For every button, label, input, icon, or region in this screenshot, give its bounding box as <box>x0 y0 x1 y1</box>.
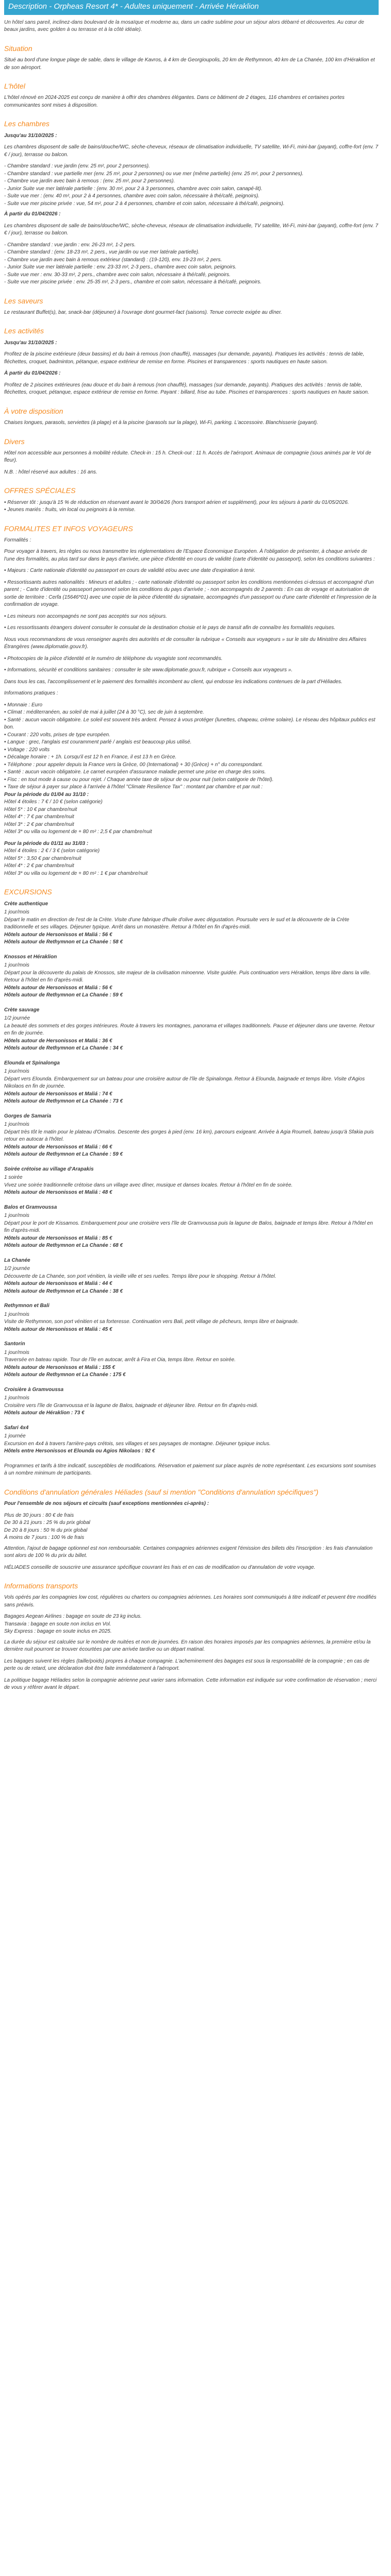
excursions-section <box>4 887 379 1477</box>
excursion-title: Knossos et Héraklion <box>4 954 57 960</box>
list-item: Pour la période du 01/11 au 31/03 : <box>4 840 89 846</box>
list-item: Pour la période du 01/04 au 31/10 : <box>4 791 89 798</box>
excursion-meta: 1/2 journée <box>4 1015 30 1022</box>
excursion-item <box>4 1007 379 1053</box>
list-item: - Chambre vue jardin avec bain à remous : (env. 25 m², pour 2 personnes). <box>4 178 175 184</box>
divers-heading: Divers <box>4 437 25 446</box>
list-item: Plus de 30 jours : 80 € de frais <box>4 1512 74 1518</box>
excursion-title: La Chanée <box>4 1257 30 1263</box>
excursions-heading: EXCURSIONS <box>4 888 52 896</box>
excursion-price: Hôtels autour de Hersonissos et Maliá : 45 € <box>4 1326 112 1332</box>
formalites-paragraph: • Photocopies de la pièce d'identité et le numéro de téléphone du voyagiste sont recommandés. <box>4 655 223 662</box>
hotel-text: L'hôtel rénové en 2024-2025 est conçu de manière à offrir des chambres élégantes. Dans ce bâtiment de 2 étages, 116 chambres et certaines portes communicantes sont mises à disposition. <box>4 95 345 108</box>
list-item: Transavia : bagage en soute non inclus en Vol. <box>4 1621 111 1627</box>
list-item: • Monnaie : Euro <box>4 702 43 708</box>
offres-list <box>4 499 379 514</box>
excursion-price: Hôtels autour de Rethymnon et La Chanée : 175 € <box>4 1372 126 1378</box>
conditions-section <box>4 1487 379 1571</box>
excursion-meta: 1/2 journée <box>4 1266 30 1272</box>
excursion-desc: Départ le matin en direction de l'est de la Crète. Visite d'une fabrique d'huile d'olive avec dégustation. Poursuite vers le sud et la découverte de la Crète traditionnelle et ses villages. Déjeuner typique. Arrêt dans un monastère. Retour à l'hôtel en fin d'après-midi. <box>4 917 349 930</box>
list-item: • Réserver tôt : jusqu'à 15 % de réduction en réservant avant le 30/04/26 (hors transport aérien et supplément), pour les séjours à partir du 01/05/2026. <box>4 499 349 505</box>
disposition-section <box>4 406 379 427</box>
offres-heading: OFFRES SPÉCIALES <box>4 486 76 495</box>
excursion-price: Hôtels autour de Hersonissos et Maliá : 66 € <box>4 1144 112 1150</box>
list-item: Hôtel 4 étoiles : 7 € / 10 € (selon catégorie) <box>4 799 103 805</box>
chambres-heading: Les chambres <box>4 120 50 128</box>
conditions-subtitle: Pour l'ensemble de nos séjours et circuits (sauf exceptions mentionnées ci-après) : <box>4 1501 209 1507</box>
excursion-item <box>4 901 379 946</box>
excursion-price: Hôtels autour de Hersonissos et Maliá : 44 € <box>4 1281 112 1287</box>
excursion-desc: Départ pour la découverte du palais de Knossos, site majeur de la civilisation minoenne. Visite guidée. Puis continuation vers Héraklion, temps libre dans la ville. Retour à l'hôtel en fin d'après-midi. <box>4 970 371 984</box>
list-item: • Téléphone : pour appeler depuis la France vers la Grèce, 00 (International) + 30 (Grèce) + n° du correspondant. <box>4 761 263 768</box>
page-title: Description - Orpheas Resort 4* - Adultes uniquement - Arrivée Héraklion <box>4 0 379 15</box>
excursion-meta: 1 journée <box>4 1433 26 1439</box>
conditions-paragraph: HÉLIADES conseille de souscrire une assurance spécifique couvrant les frais et en cas de modification ou d'annulation de votre voyage. <box>4 1564 316 1570</box>
excursion-price: Hôtels autour de Rethymnon et La Chanée : 58 € <box>4 939 123 945</box>
formalites-subtitle: Formalités : <box>4 537 31 543</box>
chambres-block2-title: À partir du 01/04/2026 : <box>4 211 61 217</box>
pratiques-subtitle: Informations pratiques : <box>4 690 58 697</box>
excursion-title: Elounda et Spinalonga <box>4 1060 60 1066</box>
chambres-block2-intro: Les chambres disposent de salle de bains/douche/WC, sèche-cheveux, réseaux de climatisation individuelle, TV satellite, Wi-Fi, mini-bar (payant), coffre-fort (env. 7 € / jour), terrasse ou balcon. <box>4 223 379 236</box>
excursion-item <box>4 1302 379 1333</box>
excursion-desc: Découverte de La Chanée, son port vénitien, la vieille ville et ses ruelles. Temps libre pour le shopping. Retour à l'hôtel. <box>4 1273 276 1279</box>
excursion-title: Santorin <box>4 1341 25 1347</box>
chambres-section <box>4 118 379 286</box>
excursion-title: Crète sauvage <box>4 1007 40 1013</box>
formalites-paragraph: Dans tous les cas, l'accomplissement et le paiement des formalités incombent au client, qui endosse les indications contenues de la part d'Héliades. <box>4 679 343 685</box>
formalites-paragraph: Pour voyager à travers, les règles ou nous transmettre les réglementations de l'Espace Économique Européen. À l'obligation de présenter, à chaque arrivée de l'une des formalités, au plus tard sur dans le pays d'arrivée, une pièce d'identité en cours de validité (carte d'identité ou passeport), selon les conditions suivantes : <box>4 549 375 562</box>
excursion-price: Hôtels autour de Rethymnon et La Chanée : 73 € <box>4 1098 123 1105</box>
activites-heading: Les activités <box>4 327 44 335</box>
list-item: De 30 à 21 jours : 25 % du prix global <box>4 1520 90 1526</box>
excursion-title: Croisière à Gramvoussa <box>4 1386 64 1393</box>
formalites-paragraph: • Majeurs : Carte nationale d'identité ou passeport en cours de validité et/ou avec une date d'expiration à tenir. <box>4 568 256 574</box>
list-item: Hôtel 3* : 2 € par chambre/nuit <box>4 821 74 827</box>
excursion-desc: Vivez une soirée traditionnelle crétoise dans un village avec dîner, musique et danses locales. Retour à l'hôtel en fin de soirée. <box>4 1182 293 1188</box>
transports-paragraph: Les bagages suivent les règles (taille/poids) propres à chaque compagnie. L'acheminement des bagages est sous la responsabilité de la compagnie ; en cas de perte ou de retard, une déclaration doit être faite immédiatement à l'aéroport. <box>4 1658 369 1672</box>
hotel-section <box>4 81 379 109</box>
excursion-desc: Croisière vers l'île de Gramvoussa et la lagune de Balos, baignade et déjeuner libre. Retour en fin d'après-midi. <box>4 1402 258 1409</box>
excursion-price: Hôtels autour de Hersonissos et Maliá : 56 € <box>4 985 112 991</box>
excursion-price: Hôtels autour de Hersonissos et Maliá : 36 € <box>4 1038 112 1044</box>
activites-block2-title: À partir du 01/04/2026 : <box>4 370 61 377</box>
excursion-meta: 1 jour/mois <box>4 1069 29 1075</box>
formalites-paragraph: • Les mineurs non accompagnés ne sont pas acceptés sur nos séjours. <box>4 613 167 619</box>
list-item: Sky Express : bagage en soute inclus en 2025. <box>4 1629 112 1635</box>
excursion-title: Soirée crétoise au village d'Arapakis <box>4 1166 94 1172</box>
excursion-desc: La beauté des sommets et des gorges intérieures. Route à travers les montagnes, panorama et villages traditionnels. Pause et déjeuner dans une taverne. Retour en fin de journée. <box>4 1023 375 1037</box>
excursion-price: Hôtels autour de Rethymnon et La Chanée : 59 € <box>4 992 123 998</box>
excursion-item <box>4 1257 379 1296</box>
divers-text: Hôtel non accessible aux personnes à mobilité réduite. Check-in : 15 h. Check-out : 11 h. Accès de l'aéroport. Animaux de compagnie (sous animés par le Vol de fleur). <box>4 450 371 464</box>
excursion-price: Hôtels autour de Hersonissos et Maliá : 56 € <box>4 931 112 938</box>
conditions-heading: Conditions d'annulation générales Héliades (sauf si mention "Conditions d'annulation spécifiques") <box>4 1487 319 1496</box>
list-item: À moins de 7 jours : 100 % de frais <box>4 1535 85 1541</box>
excursion-price: Hôtels autour de Hersonissos et Maliá : 85 € <box>4 1235 112 1241</box>
list-item: - Suite vue mer piscine privée : vue, 54 m², pour 2 à 4 personnes, chambre et coin salon, nécessaire à thé/café, peignoirs). <box>4 200 285 207</box>
conditions-list <box>4 1512 379 1542</box>
list-item: • Fisc : en tout mode à cause ou pour rejet. / Chaque année taxe de séjour de ou pour nuit (selon catégorie de l'hôtel). <box>4 776 274 783</box>
excursion-meta: 1 jour/mois <box>4 962 29 969</box>
situation-heading: Situation <box>4 44 32 53</box>
divers-section <box>4 436 379 477</box>
excursion-meta: 1 jour/mois <box>4 1311 29 1317</box>
excursion-item <box>4 954 379 999</box>
excursion-desc: Départ très tôt le matin pour le plateau d'Omalos. Descente des gorges à pied (env. 16 km), parcours exigeant. Arrivée à Agia Roumeli, bateau jusqu'à Sfakia puis retour en autocar à l'hôtel. <box>4 1129 374 1143</box>
list-item: - Chambre standard : vue jardin (env. 25 m², pour 2 personnes). <box>4 163 150 170</box>
pratiques-section <box>4 690 379 877</box>
list-item: - Junior Suite vue mer latérale partielle : env. 23-33 m², 2-3 pers., chambre avec coin salon, peignoirs. <box>4 264 237 270</box>
excursion-title: Crète authentique <box>4 901 48 907</box>
excursion-meta: 1 soirée <box>4 1175 23 1181</box>
hotel-heading: L'hôtel <box>4 82 25 91</box>
situation-text: Situé au bord d'une longue plage de sable, dans le village de Kavros, à 4 km de Georgioupolis, 20 km de Rethymnon, 40 km de La Chanée, 100 km d'Héraklion et de son aéroport. <box>4 57 375 71</box>
conditions-paragraph: Attention, l'ajout de bagage optionnel est non remboursable. Certaines compagnies aériennes exigent l'émission des billets dès l'inscription : les frais d'annulation sont alors de 100 % du prix du billet. <box>4 1545 373 1559</box>
excursion-price: Hôtels autour de Hersonissos et Maliá : 48 € <box>4 1190 112 1196</box>
offres-section <box>4 485 379 514</box>
excursion-meta: 1 jour/mois <box>4 1213 29 1219</box>
list-item: Hôtel 3* ou villa ou logement de + 80 m² : 2,5 € par chambre/nuit <box>4 829 152 835</box>
list-item: - Suite vue mer : (env. 40 m², pour 2 à 4 personnes, chambre avec coin salon, nécessaire à thé/café, peignoirs). <box>4 193 260 199</box>
pratiques-list <box>4 702 379 878</box>
activites-block1-text: Profitez de la piscine extérieure (deux bassins) et du bain à remous (non chauffé), massages (sur demande, payants). Pratiques les activités : tennis de table, fléchettes, croquet, badminton, pétanque, espace extérieur de remise en forme. Piscines et transparences : sports nautiques en haute saison. <box>4 351 365 365</box>
list-item: • Santé : aucun vaccin obligatoire. Le carnet européen d'assurance maladie permet une prise en charge des soins. <box>4 769 266 775</box>
disposition-text: Chaises longues, parasols, serviettes (à plage) et à la piscine (parasols sur la plage), Wi-Fi, parking. L'accessoire. Blanchisserie (payant). <box>4 420 318 426</box>
chambres-block1-intro: Les chambres disposent de salle de bains/douche/WC, sèche-cheveux, réseaux de climatisation individuelle, TV satellite, Wi-Fi, mini-bar (payant), coffre-fort (env. 7 € / jour), terrasse ou balcon. <box>4 144 379 158</box>
list-item: - Chambre vue jardin avec bain à remous extérieur (standard) : (19-120), env. 19-23 m², 2 pers. <box>4 257 222 263</box>
transports-paragraph: La durée du séjour est calculée sur le nombre de nuitées et non de journées. En raison des horaires imposés par les compagnies aériennes, la première et/ou la dernière nuit pourront se trouver écourtées par une arrivée tardive ou un départ matinal. <box>4 1639 371 1653</box>
list-item: • Décalage horaire : + 1h. Lorsqu'il est 12 h en France, il est 13 h en Grèce. <box>4 754 177 760</box>
activites-section <box>4 326 379 396</box>
excursion-meta: 1 jour/mois <box>4 1122 29 1128</box>
chambres-block1-list <box>4 163 379 208</box>
disposition-heading: À votre disposition <box>4 406 63 415</box>
excursion-title: Rethymnon et Bali <box>4 1303 50 1309</box>
excursion-price: Hôtels autour de Rethymnon et La Chanée : 59 € <box>4 1151 123 1158</box>
formalites-paragraph: • Informations, sécurité et conditions sanitaires : consulter le site www.diplomatie.gouv.fr, rubrique « Conseils aux voyageurs ». <box>4 667 293 673</box>
list-item: • Climat : méditerranéen, au soleil de mai à juillet (24 à 30 °C), sec de juin à septembre. <box>4 709 204 716</box>
transports-heading: Informations transports <box>4 1582 78 1590</box>
activites-block1-title: Jusqu'au 31/10/2025 : <box>4 340 57 346</box>
excursions-note: Programmes et tarifs à titre indicatif, susceptibles de modifications. Réservation et paiement sur place auprès de notre représentant. Les excursions sont soumises à un nombre minimum de participants. <box>4 1463 376 1477</box>
list-item: - Chambre standard : (env. 18-23 m², 2 pers., vue jardin ou vue mer latérale partielle). <box>4 249 200 256</box>
list-item: - Suite vue mer : env. 30-33 m², 2 pers., chambre avec coin salon, nécessaire à thé/café, peignoirs. <box>4 272 231 278</box>
list-item: Hôtel 5* : 10 € par chambre/nuit <box>4 806 77 812</box>
list-item: Hôtel 3* ou villa ou logement de + 80 m² : 1 € par chambre/nuit <box>4 870 148 876</box>
saveurs-section <box>4 296 379 317</box>
excursion-title: Balos et Gramvoussa <box>4 1204 57 1210</box>
transports-list <box>4 1613 379 1636</box>
list-item: Hôtel 5* : 3,50 € par chambre/nuit <box>4 855 82 861</box>
list-item: De 20 à 8 jours : 50 % du prix global <box>4 1527 88 1533</box>
excursion-item <box>4 1425 379 1455</box>
list-item: Hôtel 4* : 2 € par chambre/nuit <box>4 863 74 869</box>
formalites-paragraph: Nous vous recommandons de vous renseigner auprès des autorités et de consulter la rubrique « Conseils aux voyageurs » sur le site du Ministère des Affaires Étrangères (www.diplomatie.gouv.fr). <box>4 636 367 650</box>
divers-note: N.B. : hôtel réservé aux adultes : 16 ans. <box>4 469 97 475</box>
excursion-price: Hôtels autour de Héraklion : 73 € <box>4 1410 85 1416</box>
list-item: • Santé : aucun vaccin obligatoire. Le soleil est souvent très ardent. Pensez à vous protéger (lunettes, chapeau, crème solaire). Le réseau des hôpitaux publics est bon. <box>4 717 376 731</box>
excursion-title: Safari 4x4 <box>4 1425 29 1431</box>
list-item: • Voltage : 220 volts <box>4 747 50 753</box>
transports-text: Vols opérés par les compagnies low cost, régulières ou charters ou compagnies aériennes. Les horaires sont communiqués à titre indicatif et peuvent être modifiés sans préavis. <box>4 1595 377 1608</box>
excursion-item <box>4 1060 379 1106</box>
excursion-price: Hôtels autour de Hersonissos et Maliá : 74 € <box>4 1091 112 1097</box>
excursion-item <box>4 1204 379 1250</box>
formalites-paragraph: • Ressortissants autres nationalités : Mineurs et adultes ; - carte nationale d'identité ou passeport selon les conditions mentionnées ci-dessus et accompagné d'un parent ; - Carte d'identité ou passeport personnel selon les conditions du pays d'arrivée ; - non accompagnés de 2 parents : En cas de voyage et autorisation de sortie de territoire : Cerfa (15646*01) avec une copie de la pièce d'identité du signataire, accompagnés d'un passeport ou d'une carte d'identité et l'impression de la confirmation de voyage. <box>4 579 377 608</box>
list-item: - Chambre standard : vue jardin : env. 26-23 m², 1-2 pers. <box>4 242 136 248</box>
activites-block2-text: Profitez de 2 piscines extérieures (eau douce et du bain à remous (non chauffé), massages (sur demande, payants). Pratiques des activités : tennis de table, fléchettes, croquet, pétanque, espace extérieur de remise en forme. Payant : billard, frise au tube. Piscines et transparences : sports nautiques en haute saison. <box>4 382 369 396</box>
chambres-block2-list <box>4 242 379 286</box>
excursion-item <box>4 1386 379 1417</box>
list-item: • Langue : grec, l'anglais est couramment parlé / anglais est beaucoup plus utilisé. <box>4 739 192 745</box>
excursion-price: Hôtels entre Hersonissos et Elounda ou Agios Nikolaos : 92 € <box>4 1448 155 1454</box>
list-item: - Junior Suite vue mer latérale partielle : (env. 30 m², pour 2 à 3 personnes, chambre avec coin salon, canapé-lit). <box>4 185 263 192</box>
saveurs-heading: Les saveurs <box>4 296 43 305</box>
excursion-desc: Traversée en bateau rapide. Tour de l'île en autocar, arrêt à Fira et Oia, temps libre. Retour en soirée. <box>4 1357 236 1363</box>
excursion-meta: 1 jour/mois <box>4 1349 29 1355</box>
list-item: - Chambre standard : vue partielle mer (env. 25 m², pour 2 personnes) ou vue mer (même partielle) (env. 25 m², pour 2 personnes). <box>4 171 304 177</box>
formalites-section <box>4 523 379 686</box>
excursion-price: Hôtels autour de Rethymnon et La Chanée : 68 € <box>4 1243 123 1249</box>
formalites-heading: FORMALITES ET INFOS VOYAGEURS <box>4 524 133 533</box>
excursion-meta: 1 jour/mois <box>4 909 29 916</box>
saveurs-text: Le restaurant Buffet(s), bar, snack-bar (déjeuner) à l'ouvrage dont gourmet-fact (saisons). Tenue correcte exigée au dîner. <box>4 309 282 315</box>
list-item: - Suite vue mer piscine privée : env. 25-35 m², 2-3 pers., chambre et coin salon, nécessaire à thé/café, peignoirs. <box>4 279 262 285</box>
list-item: • Courant : 220 volts, prises de type européen. <box>4 732 110 738</box>
list-item: • Jeunes mariés : fruits, vin local ou peignoirs à la remise. <box>4 507 136 513</box>
excursion-desc: Excursion en 4x4 à travers l'arrière-pays crétois, ses villages et ses paysages de montagne. Déjeuner typique inclus. <box>4 1440 271 1447</box>
excursion-price: Hôtels autour de Rethymnon et La Chanée : 38 € <box>4 1288 123 1294</box>
excursion-desc: Départ pour le port de Kissamos. Embarquement pour une croisière vers l'île de Gramvoussa puis la lagune de Balos, baignade et temps libre. Retour à l'hôtel en fin d'après-midi. <box>4 1220 373 1234</box>
excursion-item <box>4 1166 379 1197</box>
transports-section <box>4 1581 379 1692</box>
excursion-title: Gorges de Samaria <box>4 1113 52 1119</box>
excursion-meta: 1 jour/mois <box>4 1395 29 1401</box>
excursion-item <box>4 1113 379 1159</box>
list-item: Bagages Aegean Airlines : bagage en soute de 23 kg inclus. <box>4 1614 142 1620</box>
excursion-desc: Départ vers Elounda. Embarquement sur un bateau pour une croisière autour de l'île de Spinalonga. Retour à Elounda, baignade et temps libre. Visite d'Agios Nikolaos en fin de journée. <box>4 1076 365 1090</box>
formalites-paragraph: • Les ressortissants étrangers doivent consulter le consulat de la destination choisie et le pays de transit afin de connaître les formalités requises. <box>4 625 336 631</box>
chambres-block1-title: Jusqu'au 31/10/2025 : <box>4 132 57 139</box>
excursion-desc: Visite de Rethymnon, son port vénitien et sa forteresse. Continuation vers Bali, petit village de pêcheurs, temps libre et baignade. <box>4 1319 299 1325</box>
list-item: • Taxe de séjour à payer sur place à l'arrivée à l'hôtel "Climate Resilience Tax" : montant par chambre et par nuit : <box>4 784 263 790</box>
list-item: Hôtel 4* : 7 € par chambre/nuit <box>4 814 74 820</box>
excursion-price: Hôtels autour de Hersonissos et Maliá : 155 € <box>4 1364 116 1370</box>
excursion-price: Hôtels autour de Rethymnon et La Chanée : 34 € <box>4 1045 123 1052</box>
excursion-item <box>4 1341 379 1379</box>
transports-paragraph: La politique bagage Héliades selon la compagnie aérienne peut varier sans information. Cette information est indiquée sur votre confirmation de réservation ; merci de vous y référer avant le départ. <box>4 1677 377 1691</box>
situation-section <box>4 43 379 72</box>
list-item: Hôtel 4 étoiles : 2 € / 3 € (selon catégorie) <box>4 848 100 854</box>
intro-text: Un hôtel sans pareil, inclinez-dans boulevard de la mosaïque et moderne au, dans un cadre sublime pour un séjour alors débarré et découvertes. Au cœur de beaux jardins, avec golden à ou terrasse et à la côté idéale). <box>4 19 364 33</box>
